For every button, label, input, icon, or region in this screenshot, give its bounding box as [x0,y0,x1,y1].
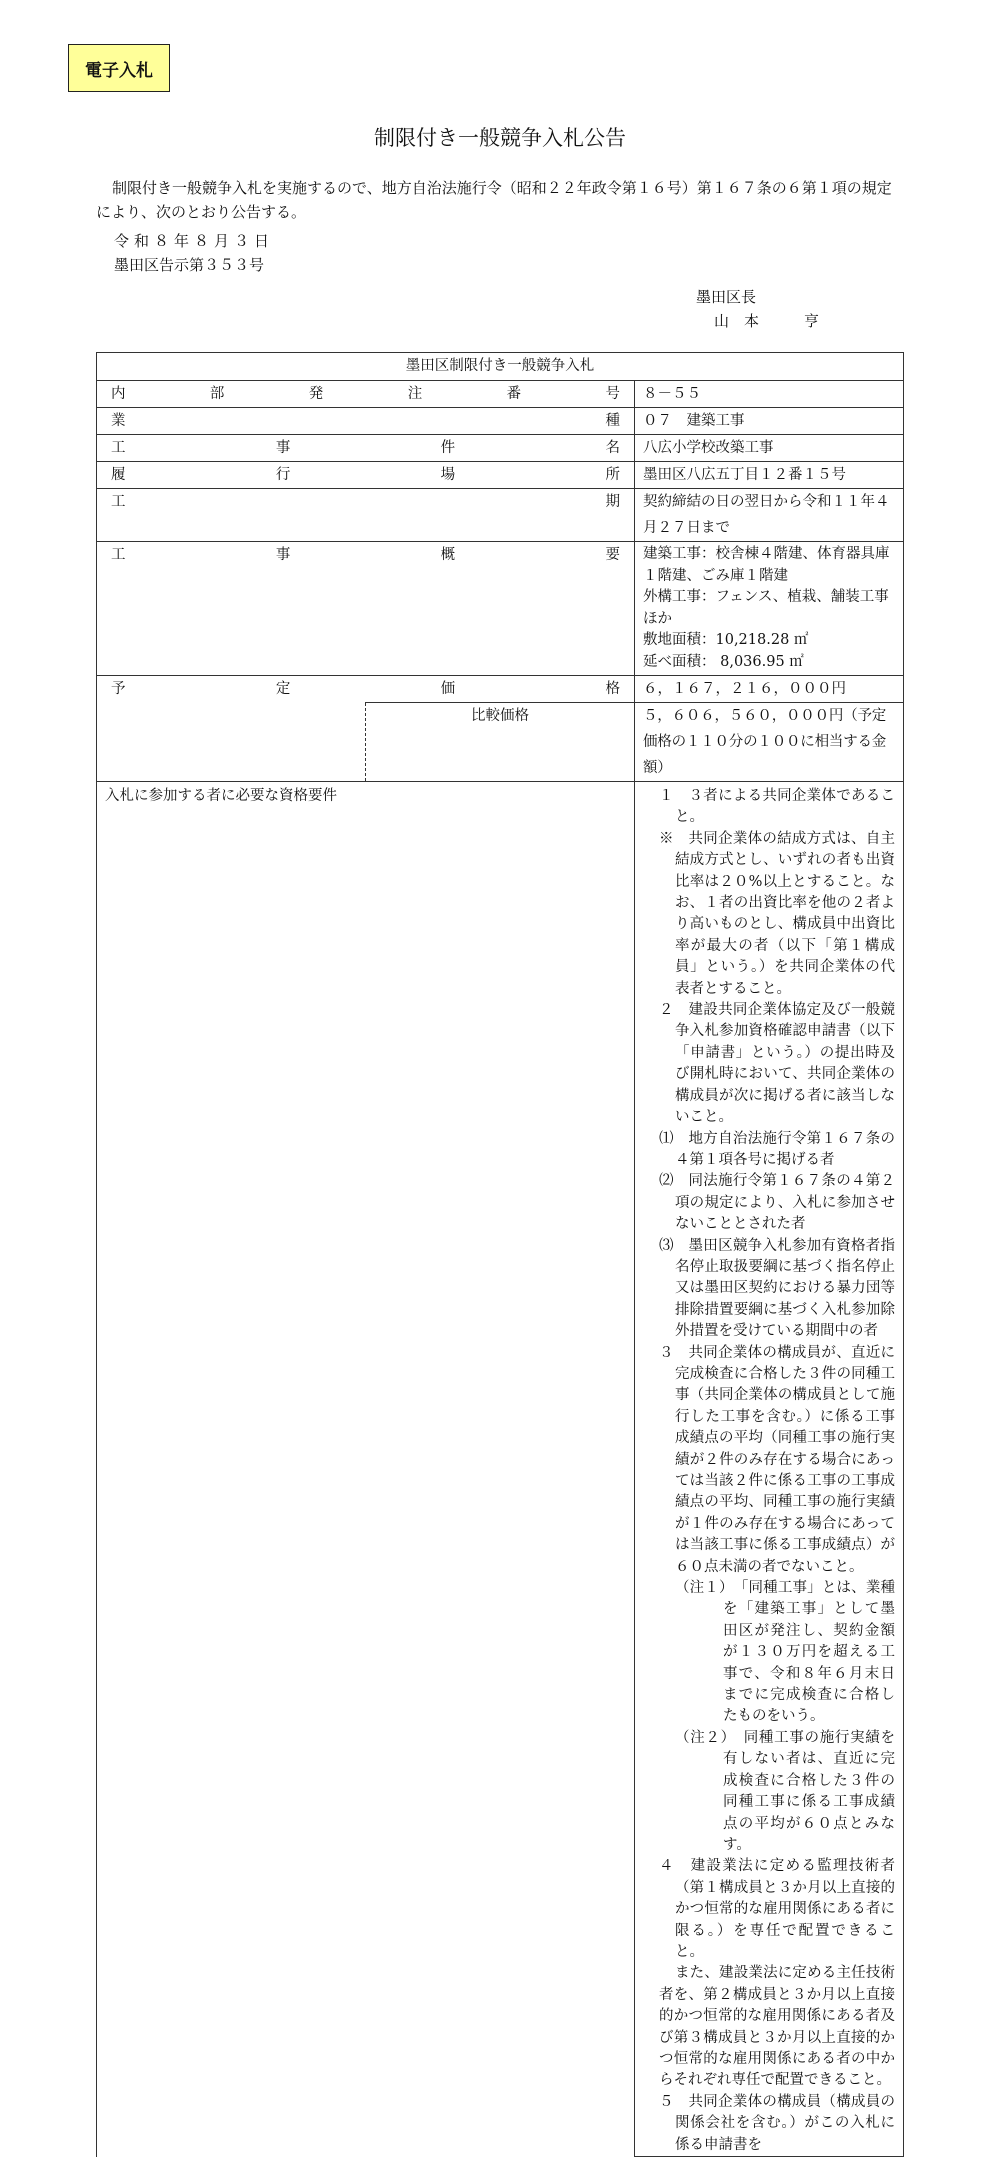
requirement-note: （注１） 「同種工事」とは、業種を「建築工事」として墨田区が発注し、契約金額が１３０万円を超える工事で、令和８年６月末日までに完成検査に合格したものをいう。 [675,1580,895,1725]
price-row [97,676,904,703]
notice-number: 墨田区告示第３５３号 [114,256,265,274]
row-value: ０７ 建築工事 [635,408,904,435]
row-label: 内部発注番号 [97,381,635,408]
bid-details-table [96,352,904,2157]
requirement-item: ４ 建設業法に定める監理技術者（第１構成員と３か月以上直接的かつ恒常的な雇用関係にある者に限る。）を専任で配置できること。 [659,1858,895,1960]
row-label: 業種 [97,408,635,435]
signer-title: 墨田区長 [696,288,757,306]
requirement-item: ３ 共同企業体の構成員が、直近に完成検査に合格した３件の同種工事（共同企業体の構成員として施行した工事を含む。）に係る工事成績点の平均（同種工事の施行実績が２件のみ存在する場合にあっては当該２件に係る工事の工事成績点の平均、同種工事の施行実績が１件のみ存在する場合にあっては当該工事に係る工事成績点）が６０点未満の者でないこと。 [659,1344,895,1575]
table-row [97,489,904,542]
requirement-item: １ ３者による共同企業体であること。 [659,788,895,826]
table-row [97,408,904,435]
page-title: 制限付き一般競争入札公告 [374,126,626,150]
compare-row [97,703,904,782]
compare-value: ５，６０６，５６０，０００円（予定価格の１１０分の１００に相当する金額） [635,703,904,782]
overview-line: 敷地面積：10,218.28 ㎡ [643,632,809,648]
row-label: 工期 [97,489,635,542]
row-label: 履行場所 [97,462,635,489]
requirement-item: ※ 共同企業体の結成方式は、自主結成方式とし、いずれの者も出資比率は２０%以上とすること。なお、１者の出資比率を他の２者より高いものとし、構成員中出資比率が最大の者（以下「第１構成員」という。）を共同企業体の代表者とすること。 [659,830,895,997]
requirements-label: 入札に参加する者に必要な資格要件 [97,782,635,2157]
table-row [97,381,904,408]
requirements-row [97,782,904,2157]
requirement-item: ⑴ 地方自治法施行令第１６７条の４第１項各号に掲げる者 [659,1130,895,1168]
price-value: ６，１６７，２１６，０００円 [635,676,904,703]
overview-label: 工事概要 [97,542,635,676]
row-value: ８－５５ [635,381,904,408]
overview-line: 延べ面積： 8,036.95 ㎡ [643,653,804,670]
requirement-item: ⑶ 墨田区競争入札参加有資格者指名停止取扱要綱に基づく指名停止又は墨田区契約における暴力団等排除措置要綱に基づく入札参加除外措置を受けている期間中の者 [659,1237,895,1340]
requirement-item: ２ 建設共同企業体協定及び一般競争入札参加資格確認申請書（以下「申請書」という。）の提出時及び開札時において、共同企業体の構成員が次に掲げる者に該当しないこと。 [659,1002,895,1126]
requirement-item: また、建設業法に定める主任技術者を、第２構成員と３か月以上直接的かつ恒常的な雇用関係にある者及び第３構成員と３か月以上直接的かつ恒常的な雇用関係にある者の中からそれぞれ専任で配置できること。 [659,1965,895,2089]
notice-date: 令和８年８月３日 [114,232,275,250]
signer-name: 山 本 亨 [714,312,820,330]
table-heading: 墨田区制限付き一般競争入札 [97,353,904,381]
overview-line: 外構工事：フェンス、植栽、舗装工事ほか [643,589,889,627]
requirements-value [635,782,904,2157]
electronic-bid-badge: 電子入札 [68,44,170,92]
requirement-note: （注２） 同種工事の施行実績を有しない者は、直近に完成検査に合格した３件の同種工事に係る工事成績点の平均が６０点とみなす。 [675,1729,895,1853]
requirement-item: ５ 共同企業体の構成員（構成員の関係会社を含む。）がこの入札に係る申請書を [659,2093,895,2153]
table-row [97,462,904,489]
row-label: 工事件名 [97,435,635,462]
intro-paragraph: 制限付き一般競争入札を実施するので、地方自治法施行令（昭和２２年政令第１６号）第１６７条の６第１項の規定により、次のとおり公告する。 [96,179,892,221]
table-row [97,435,904,462]
requirement-item: ⑵ 同法施行令第１６７条の４第２項の規定により、入札に参加させないこととされた者 [659,1173,895,1233]
compare-indent [97,703,366,782]
compare-label: 比較価格 [366,703,635,782]
price-label: 予定価格 [97,676,635,703]
overview-value [635,542,904,676]
row-value: 墨田区八広五丁目１２番１５号 [635,462,904,489]
overview-row [97,542,904,676]
row-value: 契約締結の日の翌日から令和１１年４月２７日まで [635,489,904,542]
row-value: 八広小学校改築工事 [635,435,904,462]
overview-line: 建築工事：校舎棟４階建、体育器具庫１階建、ごみ庫１階建 [643,546,890,584]
